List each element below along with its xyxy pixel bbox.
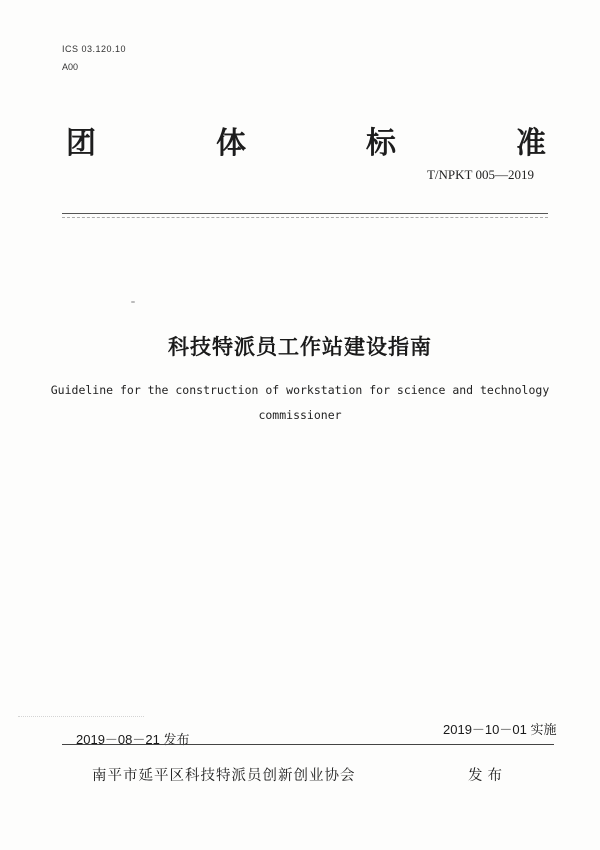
publisher-name: 南平市延平区科技特派员创新创业协会 [92,768,356,784]
implementation-date: 2019－10－01 实施 [443,722,557,737]
document-title-en-line1: Guideline for the construction of workstation for science and technology [50,383,550,397]
document-title-zh: 科技特派员工作站建设指南 [168,335,432,359]
scan-speck [131,301,135,303]
standard-type-char: 标 [366,126,396,161]
publish-label: 发布 [468,768,507,784]
bottom-divider [62,744,554,745]
top-divider-shadow [62,217,548,218]
issue-date: 2019－08－21 发布 [76,732,190,747]
standard-type-char: 体 [216,126,246,161]
top-divider [62,213,548,214]
standard-type-char: 准 [516,126,546,161]
document-title-en-line2: commissioner [258,408,342,422]
standard-type-char: 团 [66,126,96,161]
standard-type-heading [66,118,546,161]
faint-scan-line [18,716,144,717]
ics-code: ICS 03.120.10 [62,44,127,54]
classification-code: A00 [62,62,79,72]
standard-number: T/NPKT 005—2019 [426,167,534,182]
